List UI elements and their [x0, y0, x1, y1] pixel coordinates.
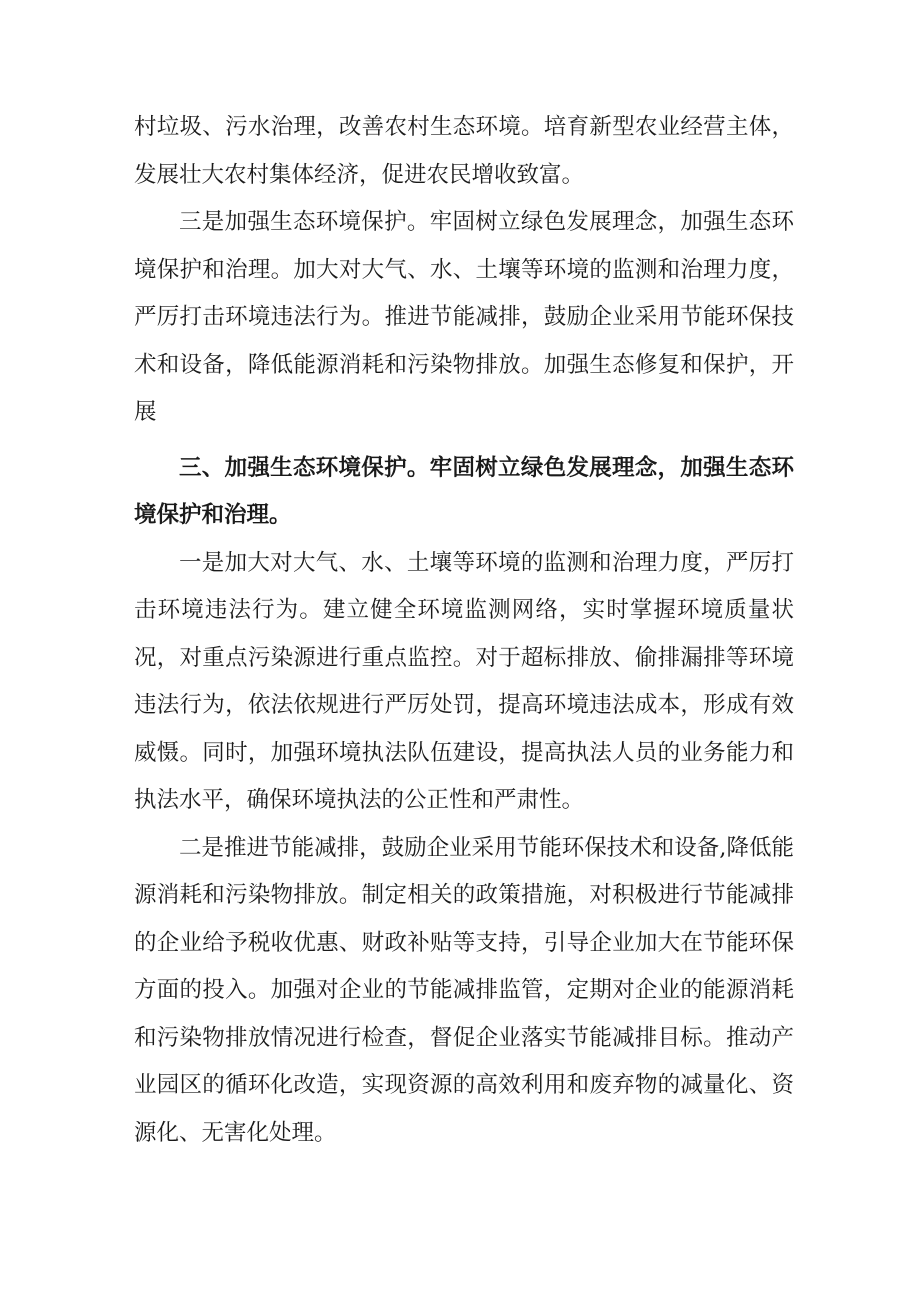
- paragraph-continuation: 村垃圾、污水治理，改善农村生态环境。培育新型农业经营主体，发展壮大农村集体经济，促进农民增收致富。: [134, 114, 794, 188]
- paragraph-first-measure: 一是加大对大气、水、土壤等环境的监测和治理力度，严厉打击环境违法行为。建立健全环境监测网络，实时掌握环境质量状况，对重点污染源进行重点监控。对于超标排放、偷排漏排等环境违法行为，依法依规进行严厉处罚，提高环境违法成本，形成有效威慑。同时，加强环境执法队伍建设，提高执法人员的业务能力和执法水平，确保环境执法的公正性和严肃性。: [134, 549, 794, 813]
- section-heading: 三、加强生态环境保护。牢固树立绿色发展理念，加强生态环境保护和治理。: [134, 454, 794, 528]
- paragraph-second-measure: 二是推进节能减排，鼓励企业采用节能环保技术和设备,降低能源消耗和污染物排放。制定相关的政策措施，对积极进行节能减排的企业给予税收优惠、财政补贴等支持，引导企业加大在节能环保方面的投入。加强对企业的节能减排监管，定期对企业的能源消耗和污染物排放情况进行检查，督促企业落实节能减排目标。推动产业园区的循环化改造，实现资源的高效利用和废弃物的减量化、资源化、无害化处理。: [134, 834, 794, 1146]
- document-body: [134, 104, 794, 1157]
- paragraph-third-point: 三是加强生态环境保护。牢固树立绿色发展理念，加强生态环境保护和治理。加大对大气、水、土壤等环境的监测和治理力度，严厉打击环境违法行为。推进节能减排，鼓励企业采用节能环保技术和设备，降低能源消耗和污染物排放。加强生态修复和保护，开展: [134, 209, 794, 425]
